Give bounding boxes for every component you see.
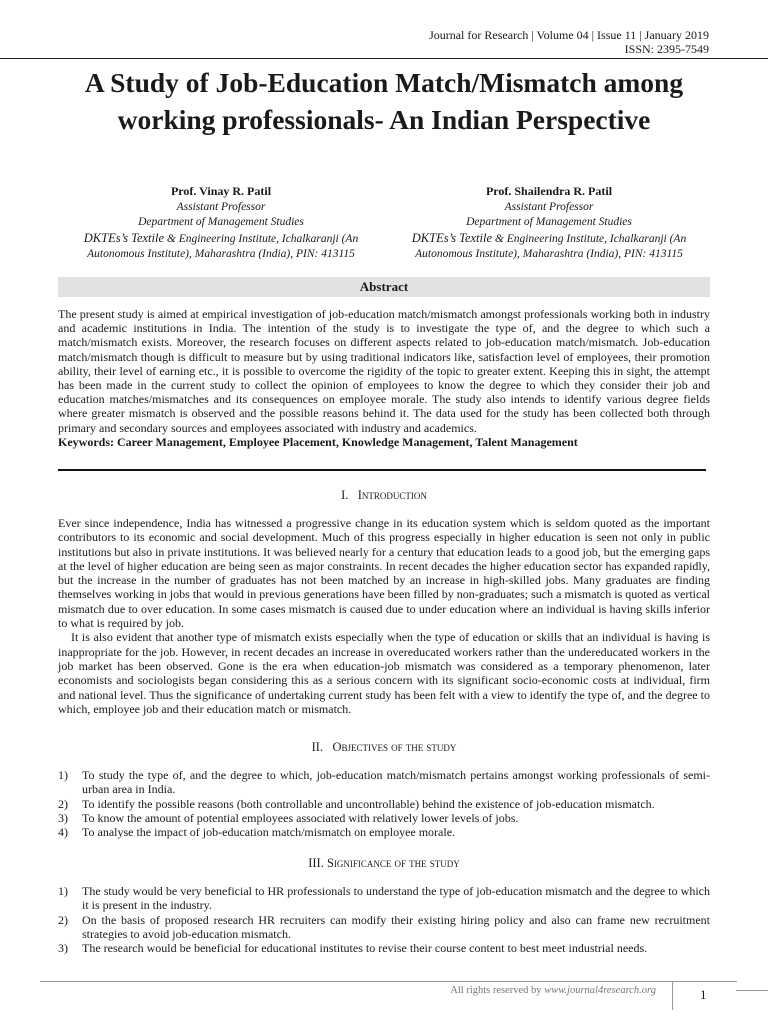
list-item bbox=[58, 768, 710, 797]
introduction-body bbox=[58, 516, 710, 716]
section-number: I. bbox=[341, 488, 349, 502]
section-number: II. bbox=[311, 740, 324, 754]
institute-rest: & Engineering Institute, Ichalkaranji (An bbox=[492, 232, 687, 245]
footer-rights bbox=[450, 985, 656, 996]
section-heading-objectives bbox=[58, 740, 710, 755]
abstract-body bbox=[58, 307, 710, 449]
author-address: Autonomous Institute), Maharashtra (India), PIN: 413115 bbox=[415, 248, 683, 260]
author-block-2 bbox=[386, 184, 712, 263]
list-text: To identify the possible reasons (both controllable and uncontrollable) behind the existence of job-education mismatch. bbox=[82, 796, 655, 811]
section-title: Significance of the study bbox=[326, 856, 460, 870]
section-title: Objectives of the study bbox=[332, 740, 457, 754]
list-item bbox=[58, 825, 710, 839]
institute-script: DKTEs’s Textile bbox=[83, 230, 165, 245]
abstract-rule bbox=[58, 469, 706, 471]
keywords: Keywords: Career Management, Employee Placement, Knowledge Management, Talent Management bbox=[58, 434, 578, 449]
abstract-heading-bar bbox=[58, 277, 710, 297]
footer-rule bbox=[40, 981, 672, 982]
section-heading-significance bbox=[58, 856, 710, 871]
list-text: To study the type of, and the degree to which, job-education match/mismatch pertains amongst working professionals of semi-urban area in India. bbox=[82, 768, 710, 797]
paragraph: Ever since independence, India has witnessed a progressive change in its education system which is seldom quoted as the important contributors to its economic and social development. Much of this progress especially in higher education is seen not only in public institutions but also in private institutions. It was believed nearly for a century that education leads to a good job, but the emerging gaps at the level of higher education are being seen as major constraints. In recent decades the higher education sector has expanded rapidly, but the increase in the number of graduates has not been matched by an increase in high-skilled jobs. Many graduates are finding themselves working in jobs that would in previous generations have been filled by non-graduates; such a mismatch is quoted as vertical mismatch due to over education. In some cases mismatch is caused due to under education where an individual is having skills inferior to what is required by job. bbox=[58, 516, 710, 631]
author-name: Prof. Vinay R. Patil bbox=[170, 184, 272, 198]
journal-url-link[interactable]: www.journal4research.org bbox=[544, 985, 656, 996]
list-item bbox=[58, 941, 710, 955]
list-text: The study would be very beneficial to HR professionals to understand the type of job-education mismatch and the degree to which it is present in the industry. bbox=[82, 884, 710, 913]
list-number: 1) bbox=[58, 768, 68, 782]
list-number: 3) bbox=[58, 810, 68, 825]
list-number: 3) bbox=[58, 941, 68, 956]
paper-title: A Study of Job-Education Match/Mismatch among working professionals- An Indian Perspective bbox=[84, 67, 684, 135]
list-text: To know the amount of potential employees associated with relatively lower levels of jobs. bbox=[82, 810, 519, 825]
abstract-heading: Abstract bbox=[359, 279, 409, 294]
list-item bbox=[58, 884, 710, 913]
footer-rule-right bbox=[736, 990, 768, 991]
list-text: The research would be beneficial for educational institutes to revise their course content to best meet industrial needs. bbox=[82, 941, 648, 956]
list-text: To analyse the impact of job-education match/mismatch on employee morale. bbox=[82, 825, 456, 840]
list-number: 2) bbox=[58, 796, 68, 811]
header-rule bbox=[0, 58, 768, 59]
paragraph: It is also evident that another type of mismatch exists especially when the type of education or skills that an individual is having is inappropriate for the job. However, in recent decades an increase in overeducated workers rather than the undereducated workers in the job market has been observed. Gone is the era when education-job mismatch was considered as a temporary phenomenon, later economists and sociologists began considering this as a serious concern with its significant socio-economic costs at individual, firm and national level. Thus the significance of undertaking current study has been felt with a view to identify the type of, and the degree to which, employee job and their education match or mismatch. bbox=[58, 630, 710, 716]
author-department: Department of Management Studies bbox=[466, 216, 632, 228]
list-number: 4) bbox=[58, 825, 68, 840]
author-institute bbox=[58, 231, 384, 248]
rights-text: All rights reserved by bbox=[450, 985, 545, 996]
section-heading-introduction bbox=[58, 488, 710, 503]
author-position: Assistant Professor bbox=[504, 200, 594, 213]
list-text: On the basis of proposed research HR recruiters can modify their existing hiring policy and also can frame new recruitment strategies to avoid job-education mismatch. bbox=[82, 912, 710, 941]
author-address: Autonomous Institute), Maharashtra (India), PIN: 413115 bbox=[87, 248, 355, 260]
section-title: Introduction bbox=[357, 488, 427, 502]
list-item bbox=[58, 913, 710, 942]
journal-citation: Journal for Research | Volume 04 | Issue 11 | January 2019 bbox=[429, 28, 709, 42]
institute-script: DKTEs’s Textile bbox=[411, 230, 493, 245]
author-block-1 bbox=[58, 184, 384, 263]
list-item bbox=[58, 811, 710, 825]
author-position: Assistant Professor bbox=[176, 200, 266, 213]
objectives-list bbox=[58, 768, 710, 839]
author-department: Department of Management Studies bbox=[138, 216, 304, 228]
author-name: Prof. Shailendra R. Patil bbox=[485, 184, 613, 198]
page-number: 1 bbox=[700, 987, 707, 1002]
journal-issn: ISSN: 2395-7549 bbox=[624, 42, 709, 56]
list-number: 2) bbox=[58, 912, 68, 927]
list-item bbox=[58, 797, 710, 811]
abstract-text: The present study is aimed at empirical investigation of job-education match/mismatch amongst professionals working both in industry and academic institutions in India. The intention of the study is to investigate the type of, and the degree to which such a match/mismatch exists. Moreover, the research focuses on different aspects related to job-education match/mismatch. Job-education match/mismatch though is difficult to measure but by using traditional indicators like, satisfaction level of employees, their promotion ability, their level of earning etc., it is possible to overcome the rigidity of the topic to greater extent. Keeping this in sight, the attempt has been made in the current study to collect the opinion of employees to know the degree to which they consider their job and education matches/mismatches and its consequences on employee morale. The study also intends to identify various degree fields where greater mismatch is observed and the possible reasons behind it. The data used for the study has been collected both through primary and secondary sources and employees associated with industry and academics. bbox=[58, 307, 710, 435]
section-number: III. bbox=[308, 856, 324, 870]
significance-list bbox=[58, 884, 710, 955]
author-institute bbox=[386, 231, 712, 248]
institute-rest: & Engineering Institute, Ichalkaranji (An bbox=[164, 232, 359, 245]
list-number: 1) bbox=[58, 884, 68, 898]
